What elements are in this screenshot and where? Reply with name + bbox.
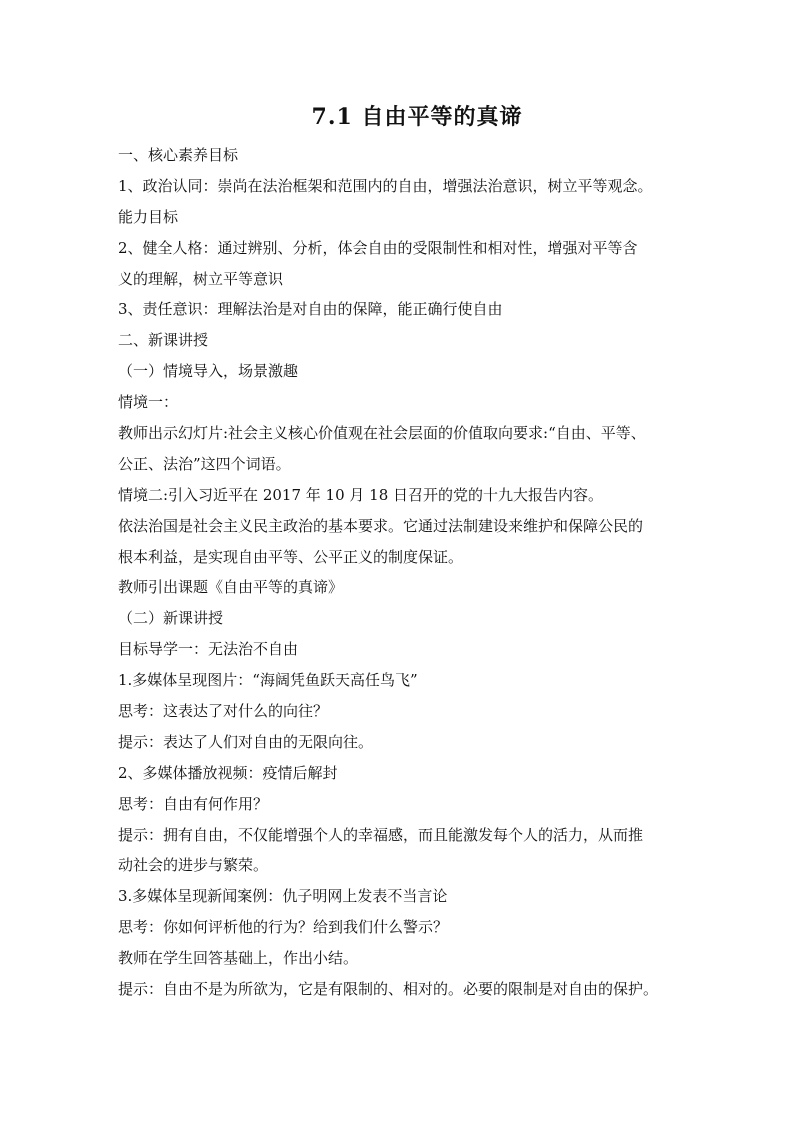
section-heading-new-lesson: 二、新课讲授	[118, 331, 209, 350]
paragraph-line: 义的理解，树立平等意识	[118, 269, 284, 288]
paragraph-line: 提示：自由不是为所欲为，它是有限制的、相对的。必要的限制是对自由的保护。	[118, 980, 659, 999]
paragraph-line: 教师在学生回答基础上，作出小结。	[118, 949, 359, 968]
paragraph-line: 思考：这表达了对什么的向往？	[118, 702, 329, 721]
paragraph-line: 提示：拥有自由，不仅能增强个人的幸福感，而且能激发每个人的活力，从而推	[118, 825, 644, 844]
paragraph-line: 2、健全人格：通过辨别、分析，体会自由的受限制性和相对性，增强对平等含	[118, 238, 638, 257]
paragraph-line: 思考：自由有何作用？	[118, 794, 269, 813]
paragraph-line: 动社会的进步与繁荣。	[118, 856, 269, 875]
paragraph-line: 依法治国是社会主义民主政治的基本要求。它通过法制建设来维护和保障公民的	[118, 516, 644, 535]
paragraph-line: 3、责任意识：理解法治是对自由的保障，能正确行使自由	[118, 300, 503, 319]
paragraph-line: 公正、法治”这四个词语。	[118, 454, 291, 473]
section-heading-core-goals: 一、核心素养目标	[118, 146, 239, 164]
document-title: 7.1 自由平等的真谛	[311, 104, 523, 130]
paragraph-line: 3.多媒体呈现新闻案例：仇子明网上发表不当言论	[118, 887, 448, 906]
subheading-scenario-intro: （一）情境导入，场景激趣	[118, 362, 299, 381]
paragraph-line: 1、政治认同：崇尚在法治框架和范围内的自由，增强法治意识，树立平等观念。	[118, 176, 653, 195]
paragraph-line: 根本利益，是实现自由平等、公平正义的制度保证。	[118, 547, 464, 566]
paragraph-line: 教师引出课题《自由平等的真谛》	[118, 578, 344, 597]
subheading-new-lesson-teaching: （二）新课讲授	[118, 609, 224, 628]
paragraph-line: 2、多媒体播放视频：疫情后解封	[118, 763, 338, 782]
paragraph-line: 1.多媒体呈现图片：“海阔凭鱼跃天高任鸟飞”	[118, 671, 418, 690]
paragraph-line: 目标导学一：无法治不自由	[118, 640, 299, 659]
subheading-ability-goals: 能力目标	[118, 207, 179, 226]
paragraph-line: 思考：你如何评析他的行为？给到我们什么警示？	[118, 918, 449, 937]
paragraph-line: 情境二:引入习近平在 2017 年 10 月 18 日召开的党的十九大报告内容。	[118, 485, 604, 504]
paragraph-line: 情境一：	[118, 393, 179, 412]
document-body	[118, 140, 690, 1005]
paragraph-line: 提示：表达了人们对自由的无限向往。	[118, 732, 374, 751]
paragraph-line: 教师出示幻灯片:社会主义核心价值观在社会层面的价值取向要求:“自由、平等、	[118, 424, 646, 443]
